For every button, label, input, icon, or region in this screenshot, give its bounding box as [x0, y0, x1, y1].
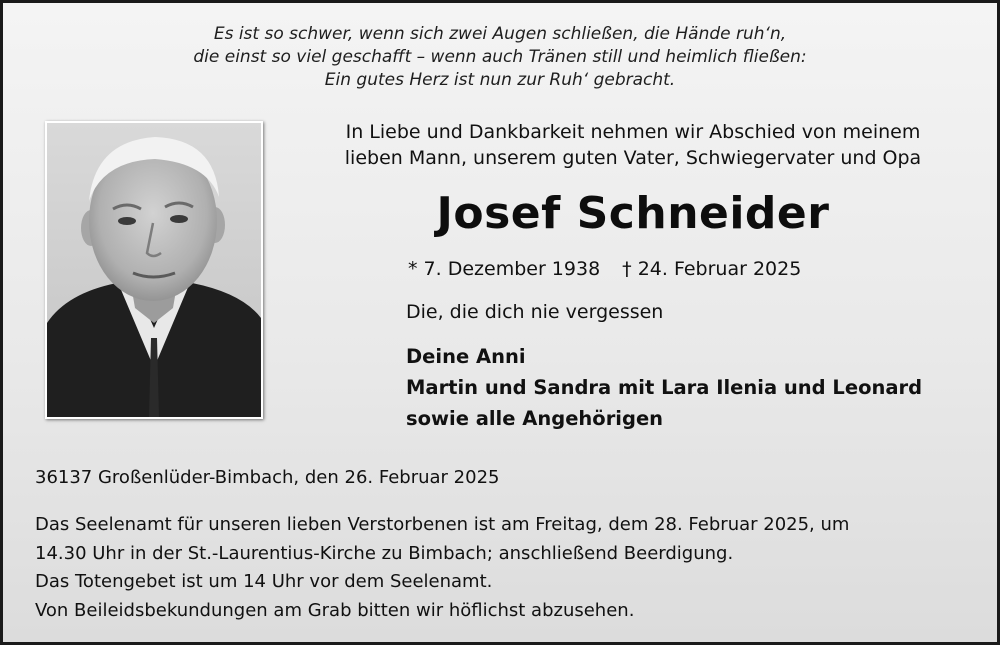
portrait-illustration — [47, 123, 261, 417]
poem-line-2: die einst so viel geschafft – wenn auch Tränen still und heimlich fließen: — [193, 47, 807, 67]
memorial-poem — [3, 23, 997, 92]
intro-line-2: lieben Mann, unserem guten Vater, Schwiegervater und Opa — [344, 147, 922, 169]
poem-line-1: Es ist so schwer, wenn sich zwei Augen schließen, die Hände ruh‘n, — [213, 24, 787, 44]
never-forget-line: Die, die dich nie vergessen — [406, 301, 664, 323]
birth-date: * 7. Dezember 1938 — [408, 258, 601, 280]
mourner-line-3: sowie alle Angehörigen — [406, 407, 664, 430]
info-line-3: Das Totengebet ist um 14 Uhr vor dem Seelenamt. — [35, 571, 493, 592]
life-dates — [408, 256, 801, 282]
death-date: † 24. Februar 2025 — [622, 258, 802, 280]
deceased-name: Josef Schneider — [436, 188, 830, 239]
mourner-line-2: Martin und Sandra mit Lara Ilenia und Leonard — [406, 376, 923, 399]
mourners-list — [406, 341, 922, 434]
intro-line-1: In Liebe und Dankbarkeit nehmen wir Abschied von meinem — [345, 121, 921, 143]
service-information — [35, 511, 849, 625]
info-line-4: Von Beileidsbekundungen am Grab bitten wir höflichst abzusehen. — [35, 599, 635, 621]
mourner-line-1: Deine Anni — [406, 345, 526, 368]
portrait-photo — [45, 121, 263, 419]
poem-line-3: Ein gutes Herz ist nun zur Ruh‘ gebracht. — [324, 70, 676, 90]
farewell-intro — [273, 119, 993, 171]
info-line-2: 14.30 Uhr in der St.-Laurentius-Kirche zu Bimbach; anschließend Beerdigung. — [35, 542, 734, 564]
info-line-1: Das Seelenamt für unseren lieben Verstorbenen ist am Freitag, dem 28. Februar 2025, um — [35, 514, 850, 535]
place-and-date: 36137 Großenlüder-Bimbach, den 26. Februar 2025 — [35, 467, 500, 488]
